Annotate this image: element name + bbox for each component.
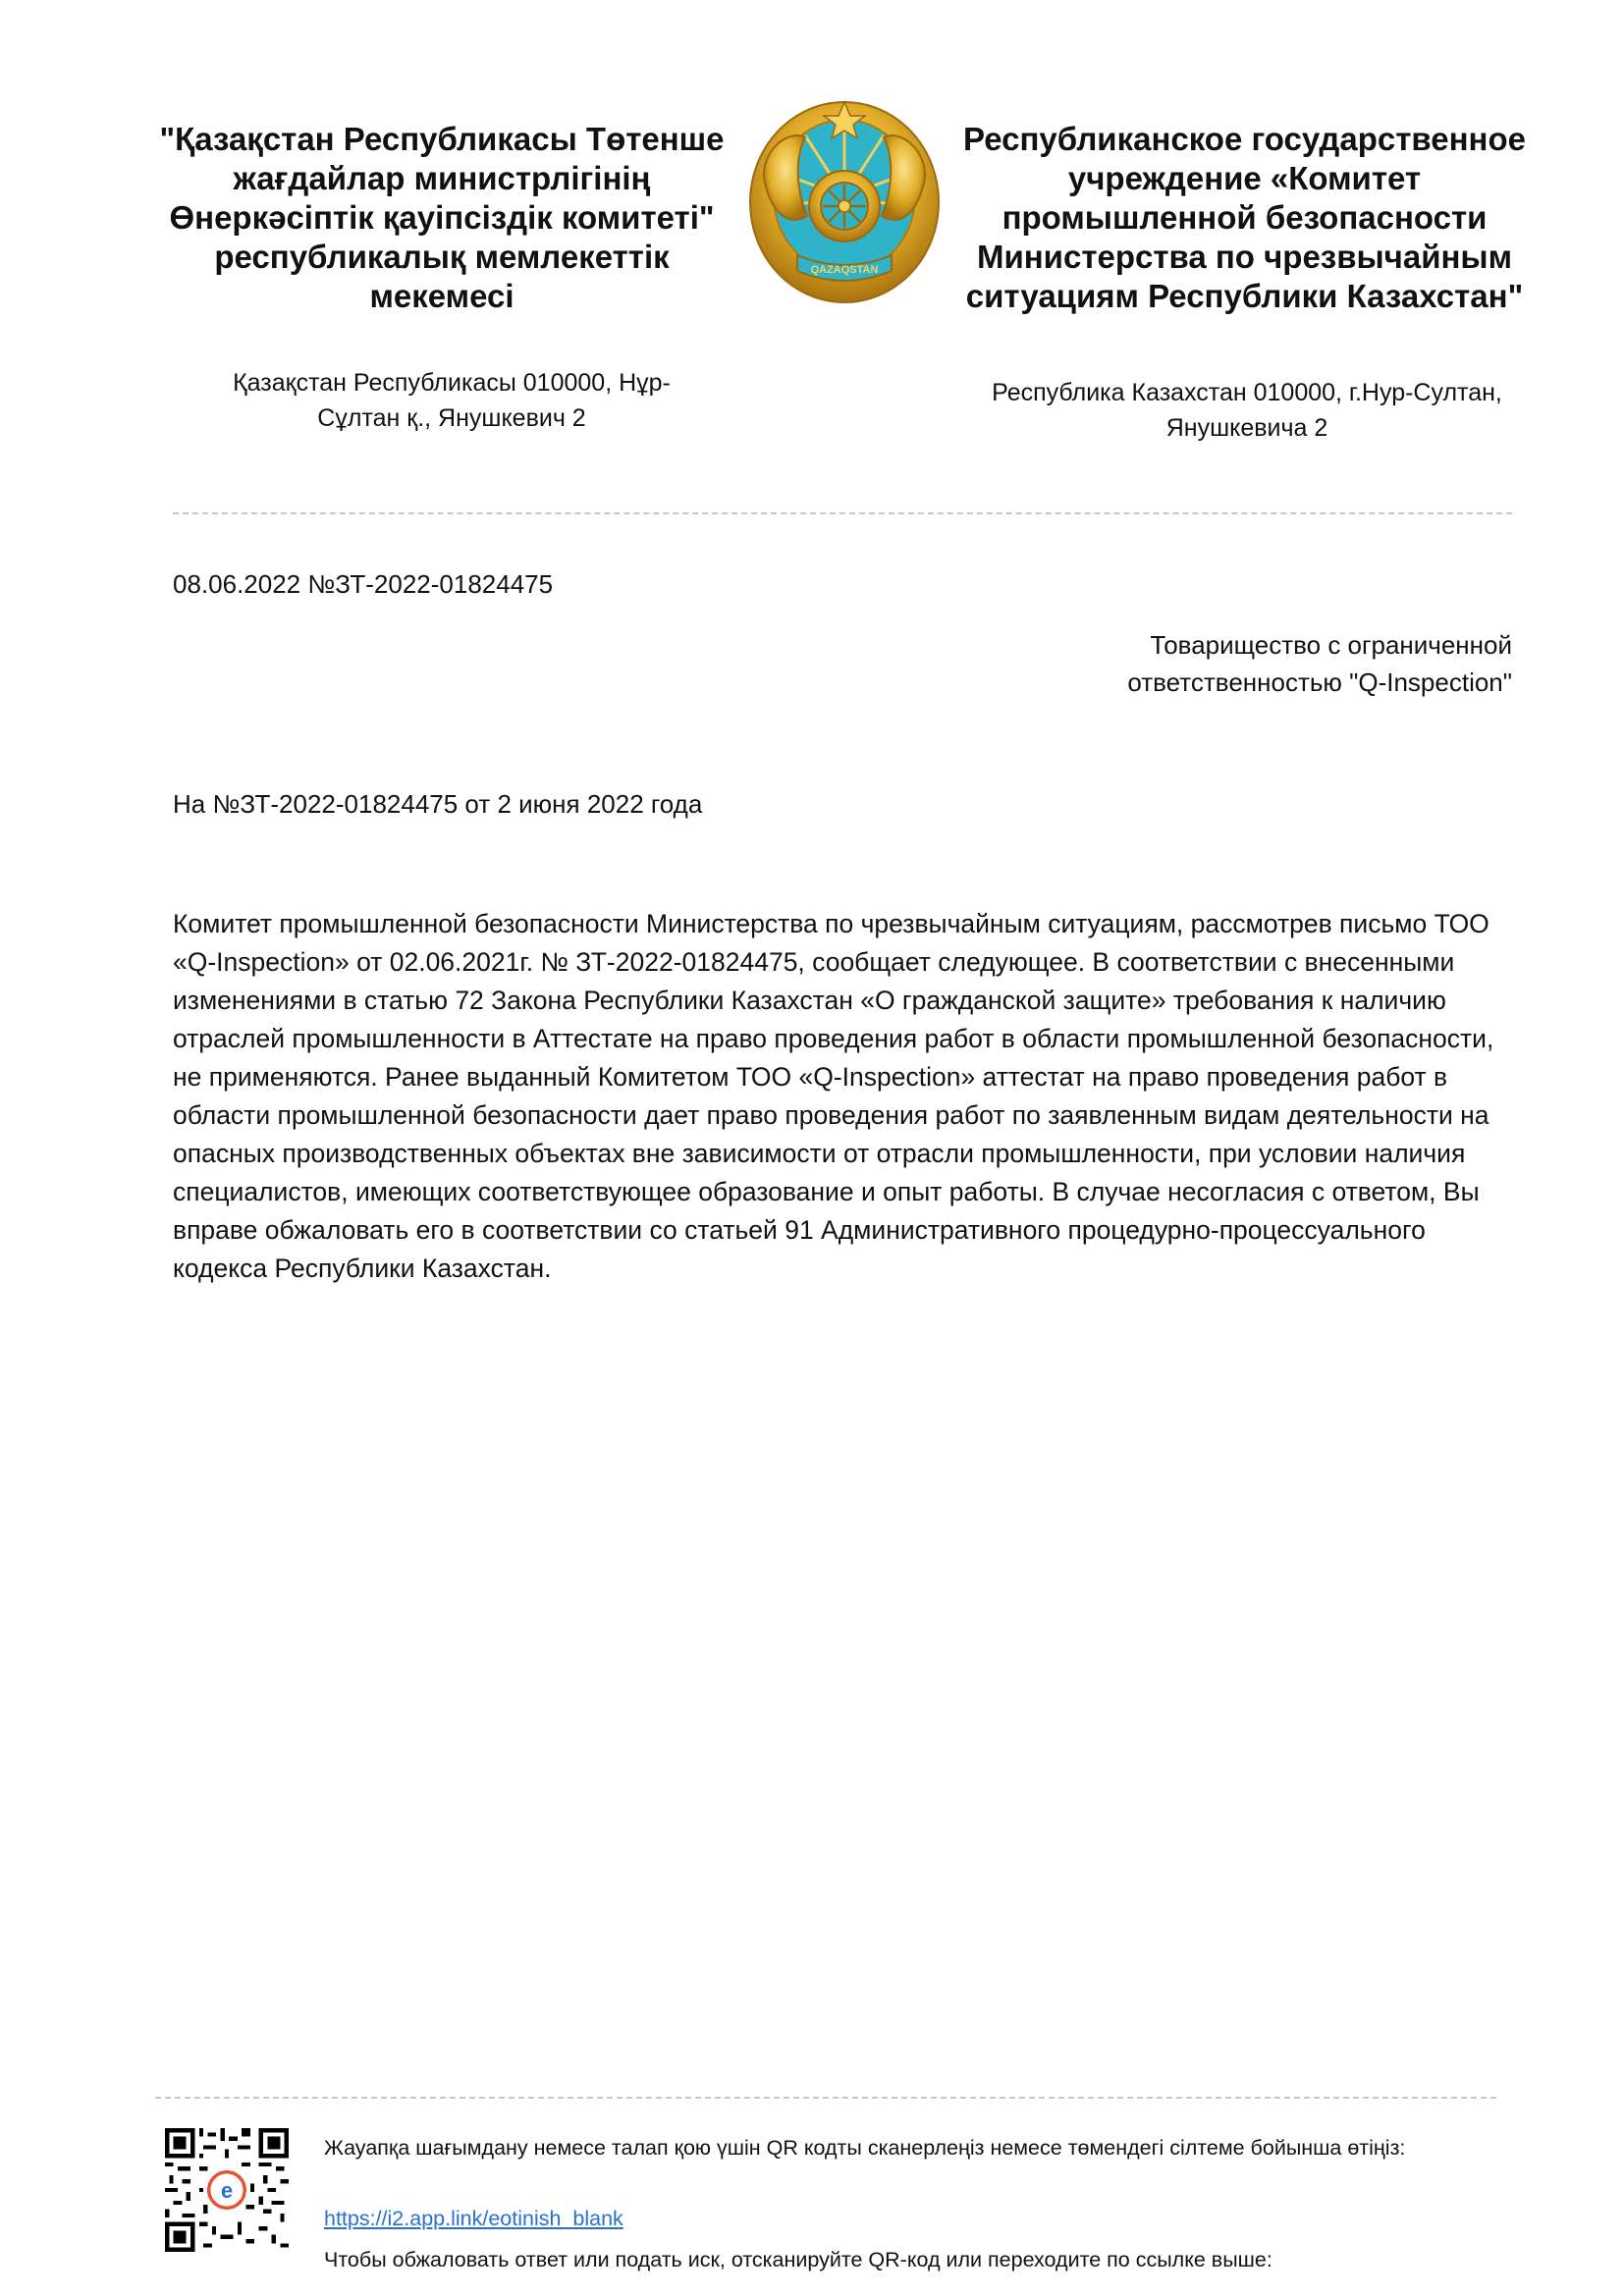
state-emblem-icon: [746, 98, 943, 306]
recipient-address: Товарищество с ограниченной ответственностью "Q-Inspection": [1127, 630, 1512, 697]
organization-address-kz: Қазақстан Республикасы 010000, Нұр-Сұлтан қ., Янушкевич 2: [233, 369, 671, 432]
emblem-banner-text: QAZAQSTAN: [810, 264, 879, 276]
footer-instruction-kz: Жауапқа шағымдану немесе талап қою үшін QR кодты сканерлеңіз немесе төмендегі сілтеме бойынша өтіңіз:: [324, 2136, 1406, 2160]
document-date-number: 08.06.2022 №ЗТ-2022-01824475: [173, 569, 554, 599]
footer-instruction-ru: Чтобы обжаловать ответ или подать иск, отсканируйте QR-код или переходите по ссылке выше:: [324, 2248, 1272, 2271]
organization-name-ru: Республиканское государственное учреждение «Комитет промышленной безопасности Министерства по чрезвычайным ситуациям Республики Казахстан": [963, 121, 1526, 314]
qr-code-icon[interactable]: [165, 2128, 289, 2252]
appeal-link[interactable]: https://i2.app.link/eotinish_blank: [324, 2207, 623, 2230]
reference-line: На №ЗТ-2022-01824475 от 2 июня 2022 года: [173, 789, 703, 819]
header-divider: [173, 512, 1512, 514]
organization-name-kz: "Қазақстан Республикасы Төтенше жағдайлар министрлігінің Өнеркәсіптік қауіпсіздік комитеті" республикалық мемлекеттік мекемесі: [159, 121, 725, 314]
letter-body: Комитет промышленной безопасности Министерства по чрезвычайным ситуациям, рассмотрев письмо ТОО «Q-Inspection» от 02.06.2021г. № ЗТ-2022-01824475, сообщает следующее. В соответствии с внесенными изменениями в статью 72 Закона Республики Казахстан «О гражданской защите» требования к наличию отраслей промышленности в Аттестате на право проведения работ в области промышленной безопасности, не применяются. Ранее выданный Комитетом ТОО «Q-Inspection» аттестат на право проведения работ в области промышленной безопасности дает право проведения работ по заявленным видам деятельности на опасных производственных объектах вне зависимости от отрасли промышленности, при условии наличия специалистов, имеющих соответствующее образование и опыт работы. В случае несогласия с ответом, Вы вправе обжаловать его в соответствии со статьей 91 Административного процедурно-процессуального кодекса Республики Казахстан.: [173, 909, 1494, 1283]
organization-address-ru: Республика Казахстан 010000, г.Нур-Султан, Янушкевича 2: [992, 379, 1502, 442]
svg-text:e: e: [220, 2177, 234, 2203]
footer-divider: [155, 2097, 1496, 2099]
